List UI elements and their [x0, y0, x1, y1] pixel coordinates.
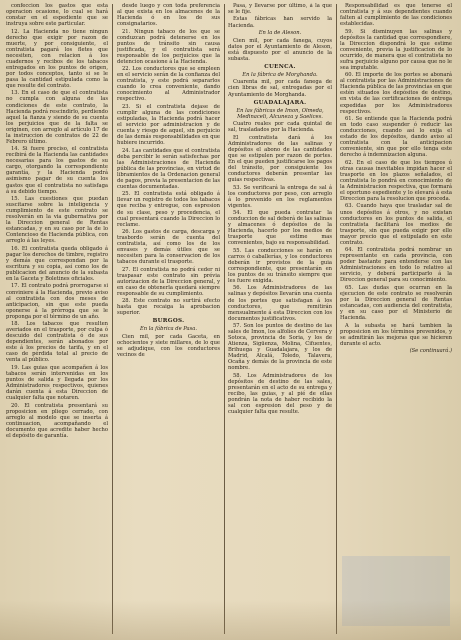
text-column-2 [117, 3, 220, 634]
continuation-note: (Se continuará.) [409, 348, 452, 355]
paragraph: 24. Las cantidades que el contratista deba percibir le serán satisfechas por las Administraciones de Hacienda pública de las provincias, en virtud de libramientos de la Ordenacion general de pagos, previa la presentacion de las cuentas documentadas. [117, 147, 220, 190]
paragraph: 53. Se verificará la entrega de sal á los conductores por peso, con arreglo á lo prevenido en los reglamentos vigentes. [228, 184, 332, 209]
paragraph: 22. Los conductores que se empleen en el servicio serán de la confianza del contratista, y este podrá separarlos cuando lo crea conveniente, dando conocimiento al Administrador respectivo. [117, 66, 220, 103]
text-column-4 [340, 3, 452, 634]
paragraph: 19. Las guias que acompañen á los tabacos serán intervenidas en los puntos de salida y llegada por los Administradores respectivos, quienes darán cuenta á esta Direccion de cualquier falta que notaren. [6, 364, 108, 402]
paragraph: 18. Los tabacos que resulten averiados en el trasporte, por culpa ó descuido del contratista ó de sus dependientes, serán abonados por este á los precios de tarifa, y en el caso de pérdida total al precio de venta al público. [6, 321, 108, 364]
paragraph: Cien mil, por cada fanega, cuyos datos por el Ayuntamiento de Aleson, está dispuesto por el anuncio de la subasta. [228, 37, 332, 62]
paragraph: 54. El que pueda contratar la conduccion de sal deberá de las salinas y almacenes ó depósitos de la Hacienda, hacerlo por los medios de trasporte que estime mas convenientes, bajo su responsabilidad. [228, 210, 332, 247]
paragraph: Pasa, y llevarse por último, á la que se le fije. [228, 3, 332, 16]
column-divider [112, 4, 113, 634]
paragraph: 59. Si disminuyen las salinas y depósitos la cantidad que correspondiere, la Direccion dispondrá lo que estime conveniente, previa la justificacion de lo ocurrido, de manera que el contratista no sufra perjuicio alguno por causa que no le sea imputable. [340, 28, 452, 71]
paragraph: Cien mil, por cada Gaceta, en ochocientos y siete millares, de lo que se adjudique, con los conductores vecinos de [117, 334, 220, 359]
paragraph: Cuarenta mil, por cada fanega de cien libras de sal, entregadas por el Ayuntamiento de Morghanda. [228, 79, 332, 98]
paragraph: 13. En el caso de que el contratista no cumpla con alguna de las condiciones de este contrato, la Hacienda podrá rescindirlo, perdiendo aquel la fianza y siendo de su cuenta los perjuicios que de la falta se originen, con arreglo al artículo 17 de la instruccion de contratos de 22 de Febrero último. [6, 90, 108, 145]
paragraph: 65. Las dudas que ocurran en la ejecucion de este contrato se resolverán por la Direccion general de Rentas estancadas, con audiencia del contratista, y en su caso por el Ministerio de Hacienda. [340, 284, 452, 322]
paragraph: El contratista dará á los Administradores de las salinas y depósitos el abono de las cantidades que se estipulen por razon de portes. En el que pueden justificarse los pagos del tránsito, por consiguiente los conductores deberán presentar las guias respectivas. [228, 134, 332, 184]
paragraph: 21. Ningun tabaco de los que se conduzcan podrá detenerse en los puntos de tránsito sin causa justificada, y el contratista será responsable de los perjuicios que la detencion ocasione á la Hacienda. [117, 28, 220, 65]
column-divider [336, 4, 337, 634]
paragraph: 25. El contratista está obligado á llevar un registro de todos los tabacos que reciba y entregue, con espresion de su clase, peso y procedencia, el cual presentará cuando la Direccion lo reclame. [117, 191, 220, 228]
paragraph: Cuatro reales por cada quintal de sal, trasladados por la Hacienda. [228, 121, 332, 134]
paragraph: 15. Las cuestiones que puedan suscitarse sobre la inteligencia y cumplimiento de este contrato se resolverán en la via gubernativa por la Direccion general de Rentas estancadas, y en su caso por la de lo Contencioso de Hacienda pública, con arreglo á las leyes. [6, 196, 108, 245]
section-heading: BURGOS. [152, 318, 185, 325]
paragraph: 63. Cuando haya que trasladar sal de unos depósitos á otros, y no existan conductores en los puntos de salida, el contratista facilitará los medios de trasporte, sin que pueda exigir por ello mayor precio que el estipulado en este contrato. [340, 203, 452, 246]
section-subheading: En la fábrica de Morghanda. [242, 71, 318, 78]
paragraph: 12. La Hacienda no tiene ningun derecho que exigir por razon de muerte, y por consiguiente, el contratista pagará los fletes que necesiten, con relacion á los cuadernos y recibos de los tabacos entregados en los puntos de origen, por todos conceptos, tanto si se le pasa la cantidad estipulada como la que resulte del contrato. [6, 28, 108, 89]
paragraph: 61. Se entiende que la Hacienda podrá en todo caso suspender ó reducir las conducciones, cuando así lo exija el estado de los depósitos, dando aviso al contratista con la anticipacion conveniente, sin que por ello tenga este derecho á indemnizacion alguna. [340, 116, 452, 159]
paragraph: 26. Los gastos de carga, descarga y trasbordo serán de cuenta del contratista, así como los de los envases y demás útiles que se necesiten para la conservacion de los tabacos durante el trasporte. [117, 229, 220, 266]
paragraph: 64. El contratista podrá nombrar un representante en cada provincia, con poder bastante para entenderse con las Administraciones en todo lo relativo al servicio, y deberá participarlo á la Direccion general para su conocimiento. [340, 247, 452, 284]
paragraph: 28. Este contrato no surtirá efecto hasta que recaiga la aprobacion superior. [117, 298, 220, 317]
paragraph: 60. El importe de los portes se abonará al contratista por las Administraciones de Hacienda pública de las provincias en que estén situados los depósitos de destino, en vista de las certificaciones de entrega expedidas por los Administradores respectivos. [340, 72, 452, 115]
paragraph: 27. El contratista no podrá ceder ni traspasar este contrato sin prévia autorizacion de la Direccion general, y en caso de obtenerla quedará siempre responsable de su cumplimiento. [117, 266, 220, 297]
paragraph: 62. En el caso de que los tiempos ú otras causas inevitables impidan hacer el trasporte en los plazos señalados, el contratista lo pondrá en conocimiento de la Administracion respectiva, que formará el oportuno espediente y lo elevará á esta Direccion para la resolucion que proceda. [340, 159, 452, 203]
paragraph: 58. Los Administradores de los depósitos de destino de las sales, presentarán en el acto de su entrega y recibo, las guias, y al pié de ellas pondrán la nota de haber recibido la sal con espresion del peso y de cualquier falta que resulte. [228, 372, 332, 416]
paragraph: Estas fábricas han servido la Hacienda. [228, 16, 332, 29]
paragraph: 17. El contrato podrá prorrogarse si conviniere á la Hacienda, previo aviso al contratista con dos meses de anticipacion, sin que este pueda oponerse á la prórroga que se le proponga por el término de un año. [6, 283, 108, 320]
paragraph: confeccion los gastos que esta operacion ocasione, lo cual se hará constar en el espediente que se instruya sobre este particular. [6, 3, 108, 28]
column-divider [224, 4, 225, 634]
section-heading: CUENCA. [264, 63, 296, 70]
paragraph: 23. Si el contratista dejase de cumplir alguna de las condiciones estipuladas, la Hacienda podrá hacer el servicio por administracion y de cuenta y riesgo de aquel, sin perjuicio de las demás responsabilidades en que hubiere incurrido. [117, 103, 220, 147]
paragraph: A la subasta se hará tambien la proposicion en los términos prevenidos, y se admitirán las mejoras que se hicieren durante el acto. [340, 322, 452, 347]
paragraph: 16. El contratista queda obligado á pagar los derechos de timbre, registro y demás que correspondan por la escritura y su copia, así como los de publicacion del anuncio de la subasta en la Gaceta y Boletines oficiales. [6, 245, 108, 283]
paragraph: 55. Las conducciones se harán en carros ó caballerías, y los conductores deberán ir provistos de la guia correspondiente, que presentarán en los puntos de su tránsito siempre que les fuere exigida. [228, 247, 332, 284]
paragraph: Responsabilidad es que tenerse el contratista y á sus dependientes cuando falten al cumplimiento de las condiciones establecidas. [340, 3, 452, 28]
section-heading: GUADALAJARA. [253, 99, 307, 106]
paragraph: 14. Si fuere preciso, el contratista recibirá de la Hacienda las cantidades necesarias para los gastos de su cargo, otorgando la correspondiente garantía, y la Hacienda podrá asimismo pagar de su cuenta los gastos que el contratista no satisfaga á su debido tiempo. [6, 146, 108, 195]
text-column-3 [228, 3, 332, 634]
text-column-1 [6, 3, 108, 634]
paragraph: 20. El contratista presentará su proposicion en pliego cerrado, con arreglo al modelo que se inserta á continuacion, acompañando el documento que acredite haber hecho el depósito de garantía. [6, 402, 108, 439]
section-subheading: En la fábrica de Pasa. [139, 326, 198, 333]
paragraph: 57. Son los puntos de destino de las sales de Imon, los alfolíes de Cervera y Sotoca, provincia de Soria, y los de Atienza, Sigüenza, Molina, Cifuentes, Brihuega y Guadalajara, y los de Madrid, Alcalá, Toledo, Talavera, Ocaña y demás de la provincia de este nombre. [228, 323, 332, 372]
paragraph: desde luego y con toda preferencia al que exista en los almacenes de la Hacienda ó en los de sus consignatarios. [117, 3, 220, 28]
section-subheading: En las fábricas de Imon, Olmeda, Medinaceli, Alcuneza y Saelices. [236, 107, 324, 120]
section-subheading: En la de Aleson. [258, 29, 302, 36]
paragraph: 56. Los Administradores de las salinas y depósitos llevarán una cuenta de los portes que satisfagan á los conductores, que remitirán mensualmente á esta Direccion con los documentos justificativos. [228, 285, 332, 322]
